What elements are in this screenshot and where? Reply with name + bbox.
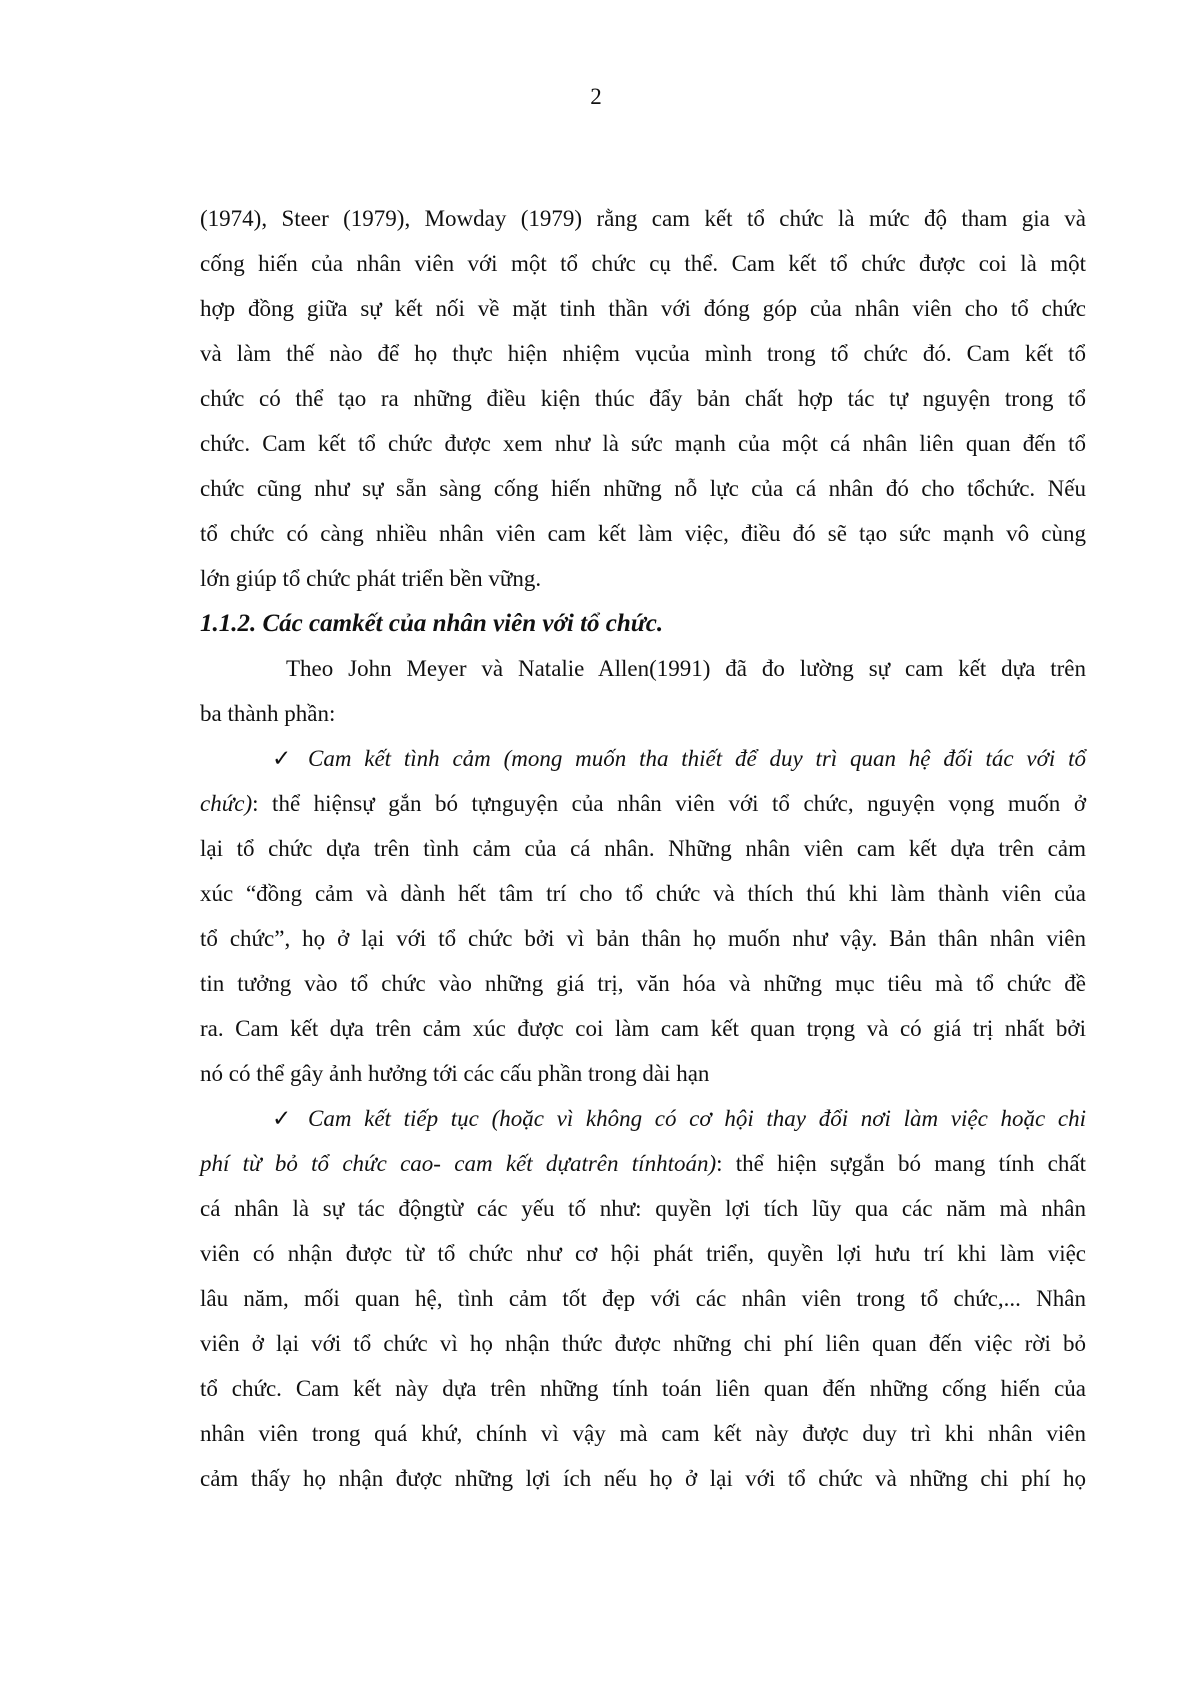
text-line: chức cũng như sự sẵn sàng cống hiến những nỗ lực của cá nhân đó cho tổchức. Nếu [200, 476, 1086, 501]
bullet-first-line [200, 1096, 1086, 1141]
bullet-text: : thể hiện sựgắn bó mang tính chất [716, 1151, 1086, 1176]
text-line: lâu năm, mối quan hệ, tình cảm tốt đẹp với các nhân viên trong tổ chức,... Nhân [200, 1286, 1086, 1311]
text-line: cống hiến của nhân viên với một tổ chức cụ thể. Cam kết tổ chức được coi là một [200, 251, 1086, 276]
text-line: tin tưởng vào tổ chức vào những giá trị, văn hóa và những mục tiêu mà tổ chức đề [200, 971, 1086, 996]
text-line: nhân viên trong quá khứ, chính vì vậy mà cam kết này được duy trì khi nhân viên [200, 1421, 1086, 1446]
section-heading: 1.1.2. Các camkết của nhân viên với tổ chức. [200, 610, 664, 637]
text-line: viên ở lại với tổ chức vì họ nhận thức được những chi phí liên quan đến việc rời bỏ [200, 1331, 1086, 1356]
bullet-title: Cam kết tình cảm (mong muốn tha thiết để duy trì quan hệ đối tác với tổ [308, 746, 1086, 771]
bullet-title-continued: phí từ bỏ tổ chức cao- cam kết dựatrên tínhtoán) [200, 1151, 717, 1176]
checkmark-icon: ✓ [272, 746, 292, 771]
text-line: chức có thể tạo ra những điều kiện thúc đẩy bản chất hợp tác tự nguyện trong tổ [200, 386, 1086, 411]
bullet-first-line [200, 736, 1086, 781]
text-line: và làm thế nào để họ thực hiện nhiệm vụcủa mình trong tổ chức đó. Cam kết tổ [200, 341, 1086, 366]
text-line: tổ chức. Cam kết này dựa trên những tính toán liên quan đến những cống hiến của [200, 1376, 1086, 1401]
bullet-continuance-commitment [200, 1096, 1086, 1501]
bullet-title-continued: chức) [200, 791, 253, 816]
bullet-title: Cam kết tiếp tục (hoặc vì không có cơ hội thay đổi nơi làm việc hoặc chi [308, 1106, 1086, 1131]
paragraph-intro [200, 646, 1086, 736]
document-body [200, 196, 1086, 1501]
text-line: Theo John Meyer và Natalie Allen(1991) đã đo lường sự cam kết dựa trên [286, 656, 1086, 681]
text-line: hợp đồng giữa sự kết nối về mặt tinh thần với đóng góp của nhân viên cho tổ chức [200, 296, 1086, 321]
text-line: tổ chức”, họ ở lại với tổ chức bởi vì bản thân họ muốn như vậy. Bản thân nhân viên [200, 926, 1086, 951]
text-line: tổ chức có càng nhiều nhân viên cam kết làm việc, điều đó sẽ tạo sức mạnh vô cùng [200, 521, 1086, 546]
bullet-second-line [200, 781, 1086, 826]
paragraph-commitment-definition [200, 196, 1086, 601]
text-line: (1974), Steer (1979), Mowday (1979) rằng cam kết tổ chức là mức độ tham gia và [200, 206, 1086, 231]
bullet-affective-commitment [200, 736, 1086, 1096]
text-line: lại tổ chức dựa trên tình cảm của cá nhân. Những nhân viên cam kết dựa trên cảm [200, 836, 1086, 861]
text-line: nó có thể gây ảnh hưởng tới các cấu phần trong dài hạn [200, 1061, 710, 1086]
bullet-second-line [200, 1141, 1086, 1186]
text-line: cá nhân là sự tác độngtừ các yếu tố như: quyền lợi tích lũy qua các năm mà nhân [200, 1196, 1086, 1221]
checkmark-icon: ✓ [272, 1106, 292, 1131]
text-line: lớn giúp tổ chức phát triển bền vững. [200, 566, 542, 591]
text-line: cảm thấy họ nhận được những lợi ích nếu họ ở lại với tổ chức và những chi phí họ [200, 1466, 1086, 1491]
text-line: ra. Cam kết dựa trên cảm xúc được coi làm cam kết quan trọng và có giá trị nhất bởi [200, 1016, 1086, 1041]
text-line: ba thành phần: [200, 701, 336, 726]
text-line: xúc “đồng cảm và dành hết tâm trí cho tổ chức và thích thú khi làm thành viên của [200, 881, 1086, 906]
page-number: 2 [590, 84, 602, 109]
text-line: viên có nhận được từ tổ chức như cơ hội phát triển, quyền lợi hưu trí khi làm việc [200, 1241, 1086, 1266]
text-line: chức. Cam kết tổ chức được xem như là sức mạnh của một cá nhân liên quan đến tổ [200, 431, 1086, 456]
bullet-text: : thể hiệnsự gắn bó tựnguyện của nhân viên với tổ chức, nguyện vọng muốn ở [252, 791, 1086, 816]
